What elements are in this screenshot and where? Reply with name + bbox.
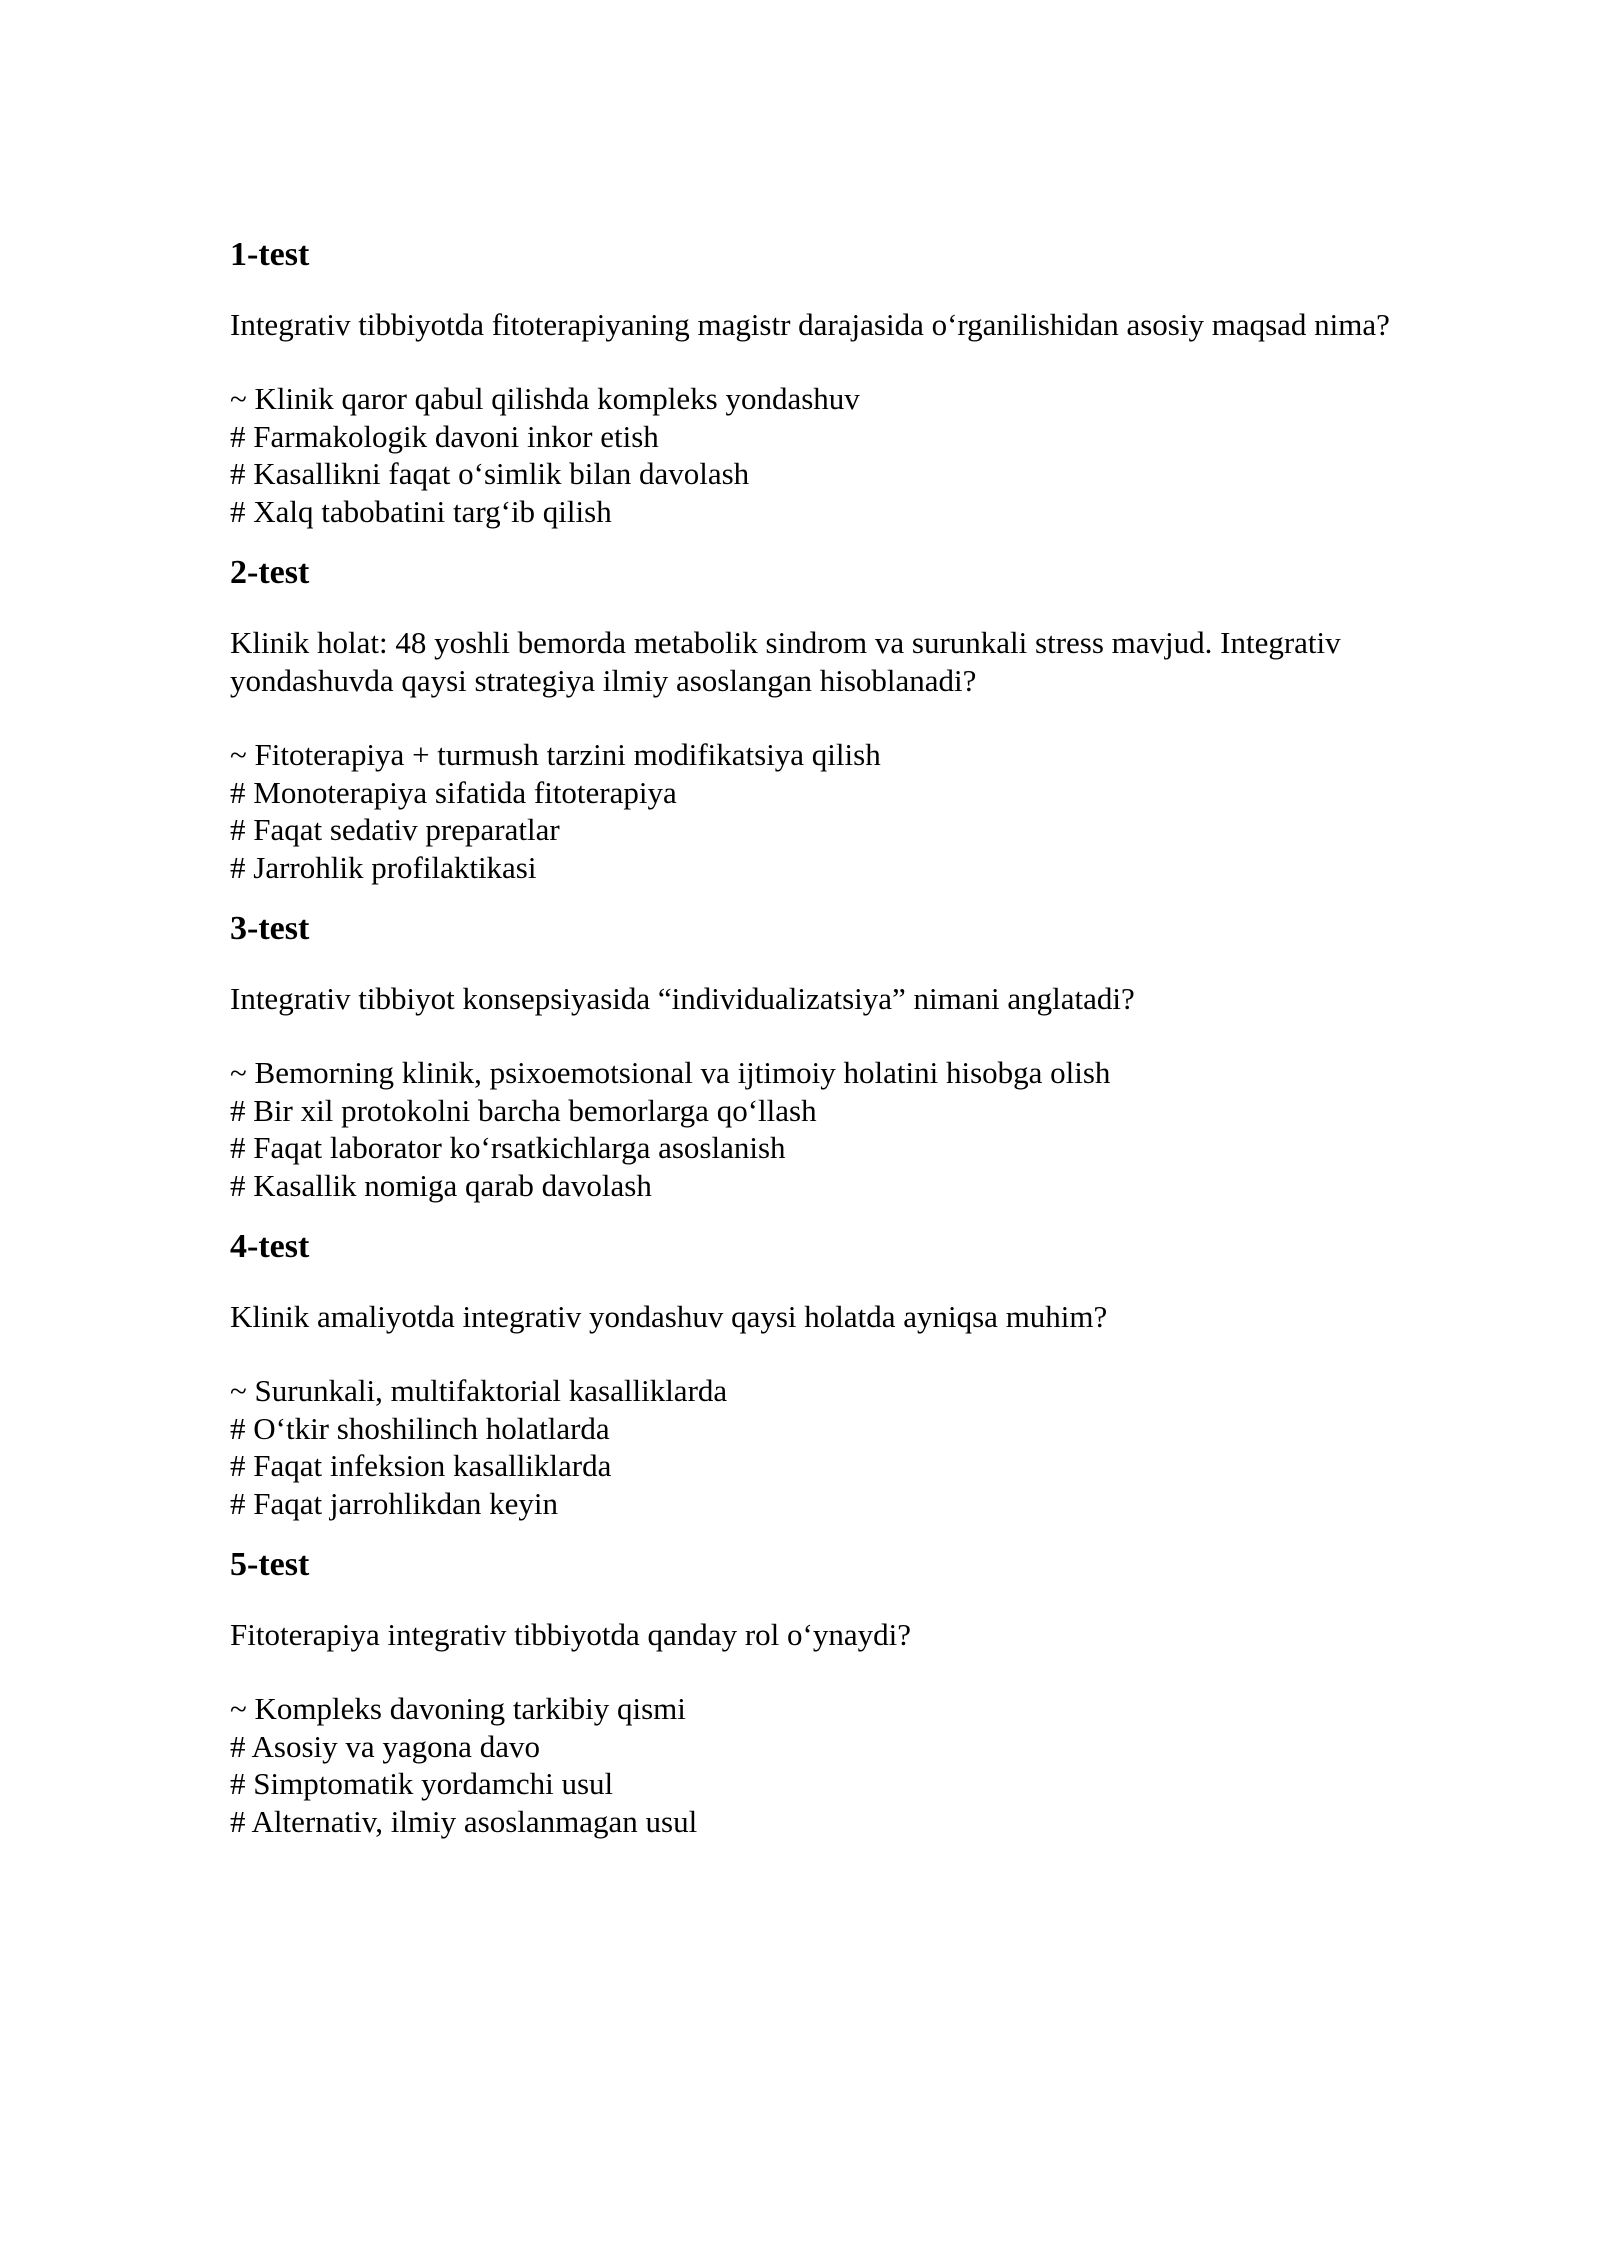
- test-question: Klinik holat: 48 yoshli bemorda metabolik sindrom va surunkali stress mavjud. Integrativ yondashuvda qaysi strategiya ilmiy asoslangan hisoblanadi?: [230, 625, 1341, 698]
- answer-options: [230, 380, 1470, 530]
- test-question: Fitoterapiya integrativ tibbiyotda qanday rol o‘ynaydi?: [230, 1617, 911, 1652]
- test-question: Integrativ tibbiyot konsepsiyasida “individualizatsiya” nimani anglatadi?: [230, 981, 1135, 1016]
- answer-option: # O‘tkir shoshilinch holatlarda: [230, 1410, 610, 1446]
- test-5: [230, 1540, 1470, 1840]
- answer-option: # Faqat infeksion kasalliklarda: [230, 1448, 612, 1483]
- test-1: [230, 230, 1470, 530]
- test-title: 5-test: [230, 1546, 310, 1583]
- answer-option: # Simptomatik yordamchi usul: [230, 1766, 614, 1801]
- answer-option: # Alternativ, ilmiy asoslanmagan usul: [230, 1803, 698, 1839]
- test-3: [230, 904, 1470, 1204]
- answer-option: # Xalq tabobatini targ‘ib qilish: [230, 493, 612, 529]
- answer-options: [230, 1372, 1470, 1522]
- answer-option: # Monoterapiya sifatida fitoterapiya: [230, 774, 677, 810]
- answer-option-correct: ~ Klinik qaror qabul qilishda kompleks yondashuv: [230, 381, 860, 416]
- answer-option-correct: ~ Bemorning klinik, psixoemotsional va ijtimoiy holatini hisobga olish: [230, 1055, 1111, 1090]
- answer-option: # Jarrohlik profilaktikasi: [230, 849, 537, 885]
- answer-options: [230, 736, 1470, 886]
- answer-option: # Kasallikni faqat o‘simlik bilan davolash: [230, 456, 750, 491]
- test-question: Integrativ tibbiyotda fitoterapiyaning magistr darajasida o‘rganilishidan asosiy maqsad nima?: [230, 307, 1390, 342]
- answer-option: # Asosiy va yagona davo: [230, 1728, 540, 1764]
- answer-option-correct: ~ Fitoterapiya + turmush tarzini modifikatsiya qilish: [230, 737, 881, 772]
- answer-option-correct: ~ Kompleks davoning tarkibiy qismi: [230, 1691, 686, 1726]
- test-4: [230, 1222, 1470, 1522]
- answer-options: [230, 1054, 1470, 1204]
- answer-option: # Farmakologik davoni inkor etish: [230, 418, 659, 454]
- test-title: 1-test: [230, 236, 310, 273]
- answer-options: [230, 1690, 1470, 1840]
- answer-option: # Faqat laborator ko‘rsatkichlarga asoslanish: [230, 1130, 786, 1165]
- test-title: 2-test: [230, 554, 310, 591]
- answer-option: # Faqat jarrohlikdan keyin: [230, 1485, 558, 1521]
- test-2: [230, 548, 1470, 886]
- answer-option: # Bir xil protokolni barcha bemorlarga qo‘llash: [230, 1092, 817, 1128]
- answer-option-correct: ~ Surunkali, multifaktorial kasalliklarda: [230, 1373, 728, 1408]
- answer-option: # Faqat sedativ preparatlar: [230, 812, 560, 847]
- answer-option: # Kasallik nomiga qarab davolash: [230, 1167, 652, 1203]
- document-page: [230, 230, 1470, 1858]
- test-question: Klinik amaliyotda integrativ yondashuv qaysi holatda ayniqsa muhim?: [230, 1299, 1108, 1334]
- test-title: 4-test: [230, 1228, 310, 1265]
- test-title: 3-test: [230, 910, 310, 947]
